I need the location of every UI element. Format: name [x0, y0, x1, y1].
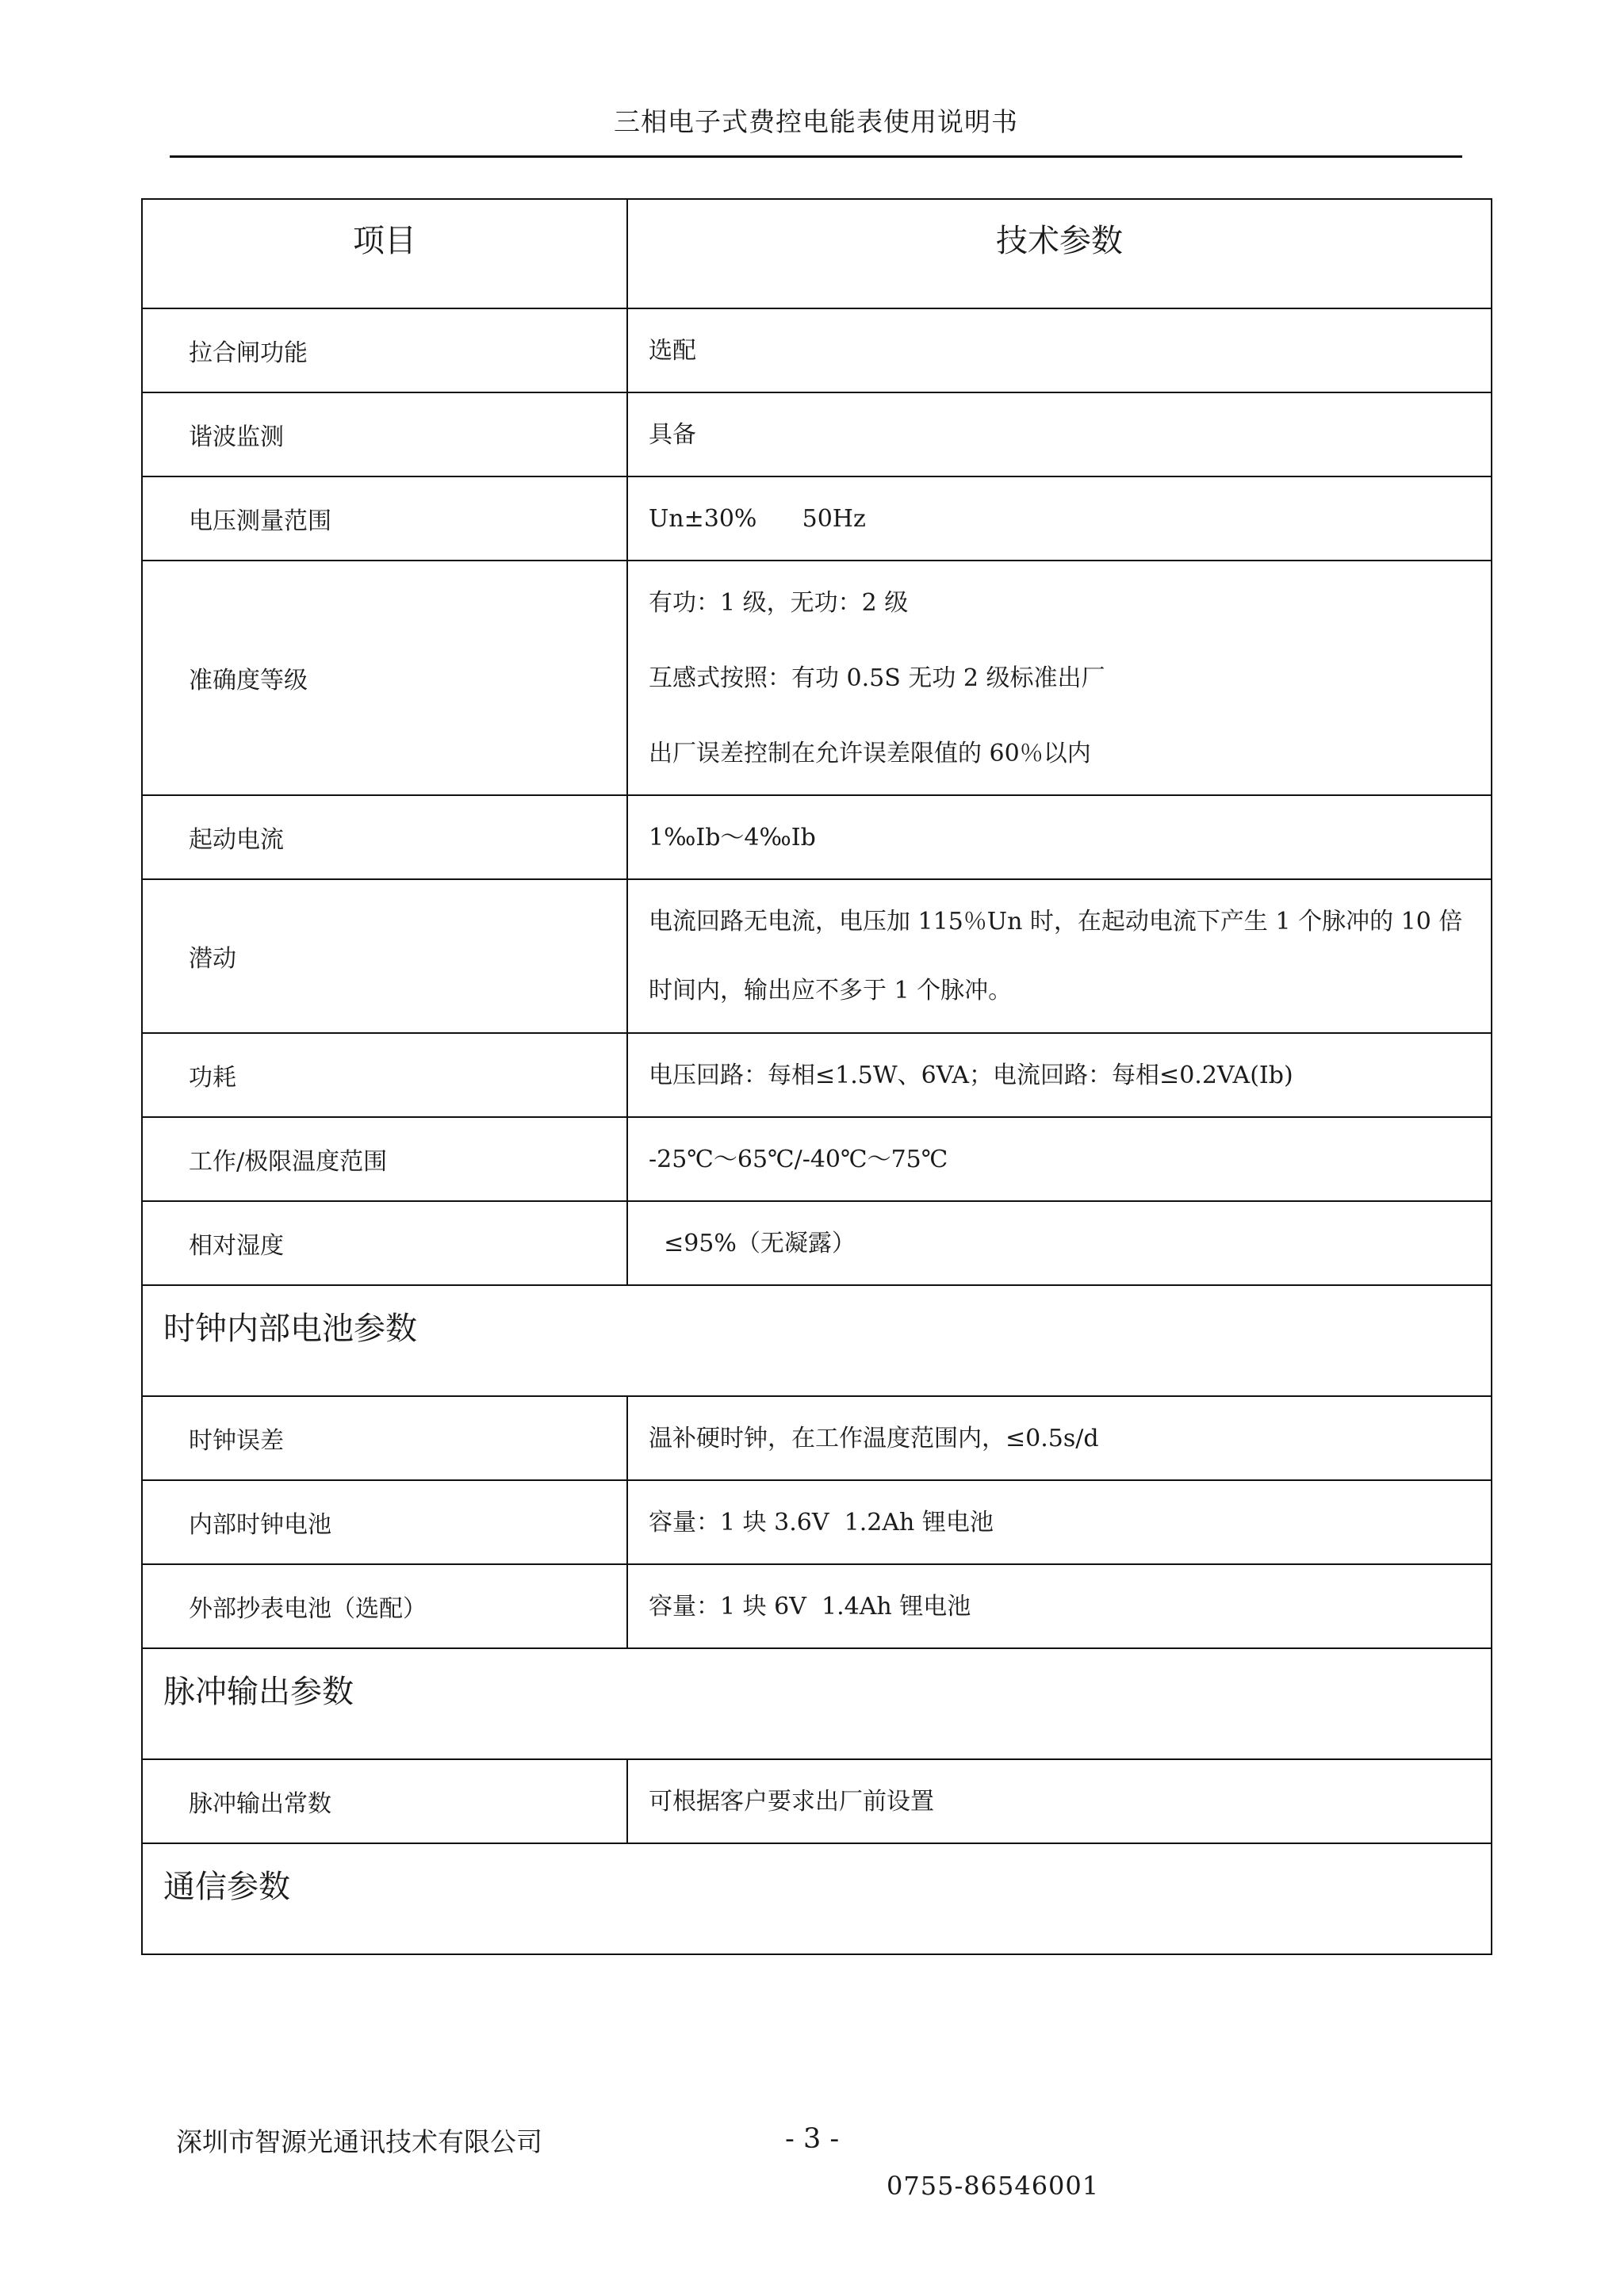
column-header-params: 技术参数 [627, 199, 1492, 308]
spec-table [141, 198, 1492, 1955]
table-row [142, 795, 1492, 879]
row-item: 相对湿度 [142, 1201, 627, 1285]
row-item: 潜动 [142, 879, 627, 1033]
row-item: 功耗 [142, 1033, 627, 1117]
table-row [142, 392, 1492, 476]
row-value: 电流回路无电流，电压加 115％Un 时，在起动电流下产生 1 个脉冲的 10 倍 时间内，输出应不多于 1 个脉冲。 [627, 879, 1492, 1033]
header-rule [170, 155, 1462, 158]
table-row [142, 1480, 1492, 1564]
section-row-clock [142, 1285, 1492, 1396]
row-item: 电压测量范围 [142, 476, 627, 561]
row-item: 脉冲输出常数 [142, 1759, 627, 1843]
row-value: 电压回路：每相≤1.5W、6VA；电流回路：每相≤0.2VA(Ib) [627, 1033, 1492, 1117]
table-row [142, 561, 1492, 795]
row-value: 1‰Ib～4‰Ib [627, 795, 1492, 879]
row-value: 选配 [627, 308, 1492, 392]
footer-phone: 0755-86546001 [887, 2171, 1100, 2201]
table-header-row [142, 199, 1492, 308]
page-number: - 3 - [785, 2123, 840, 2155]
row-value: 温补硬时钟，在工作温度范围内，≤0.5s/d [627, 1396, 1492, 1480]
table-row [142, 1201, 1492, 1285]
table-row [142, 879, 1492, 1033]
row-value: 具备 [627, 392, 1492, 476]
footer-company: 深圳市智源光通讯技术有限公司 [176, 2126, 542, 2157]
section-row-comm [142, 1843, 1492, 1954]
table-row [142, 1033, 1492, 1117]
row-value: ≤95%（无凝露） [627, 1201, 1492, 1285]
section-heading-pulse: 脉冲输出参数 [142, 1648, 1492, 1759]
section-heading-clock: 时钟内部电池参数 [142, 1285, 1492, 1396]
row-value: 可根据客户要求出厂前设置 [627, 1759, 1492, 1843]
row-value: 容量：1 块 3.6V 1.2Ah 锂电池 [627, 1480, 1492, 1564]
table-row [142, 1117, 1492, 1201]
row-item: 准确度等级 [142, 561, 627, 795]
row-item: 工作/极限温度范围 [142, 1117, 627, 1201]
row-value: -25℃～65℃/-40℃～75℃ [627, 1117, 1492, 1201]
column-header-item: 项目 [142, 199, 627, 308]
row-value: 容量：1 块 6V 1.4Ah 锂电池 [627, 1564, 1492, 1648]
page-header-title: 三相电子式费控电能表使用说明书 [614, 106, 1018, 137]
section-heading-comm: 通信参数 [142, 1843, 1492, 1954]
row-item: 时钟误差 [142, 1396, 627, 1480]
table-row [142, 308, 1492, 392]
row-value: 有功：1 级，无功：2 级 互感式按照：有功 0.5S 无功 2 级标准出厂 出厂误差控制在允许误差限值的 60％以内 [627, 561, 1492, 795]
row-item: 内部时钟电池 [142, 1480, 627, 1564]
row-value: Un±30% 50Hz [627, 476, 1492, 561]
row-item: 拉合闸功能 [142, 308, 627, 392]
row-item: 谐波监测 [142, 392, 627, 476]
table-row [142, 476, 1492, 561]
section-row-pulse [142, 1648, 1492, 1759]
row-item: 起动电流 [142, 795, 627, 879]
table-row [142, 1564, 1492, 1648]
row-item: 外部抄表电池（选配） [142, 1564, 627, 1648]
table-row [142, 1759, 1492, 1843]
table-row [142, 1396, 1492, 1480]
